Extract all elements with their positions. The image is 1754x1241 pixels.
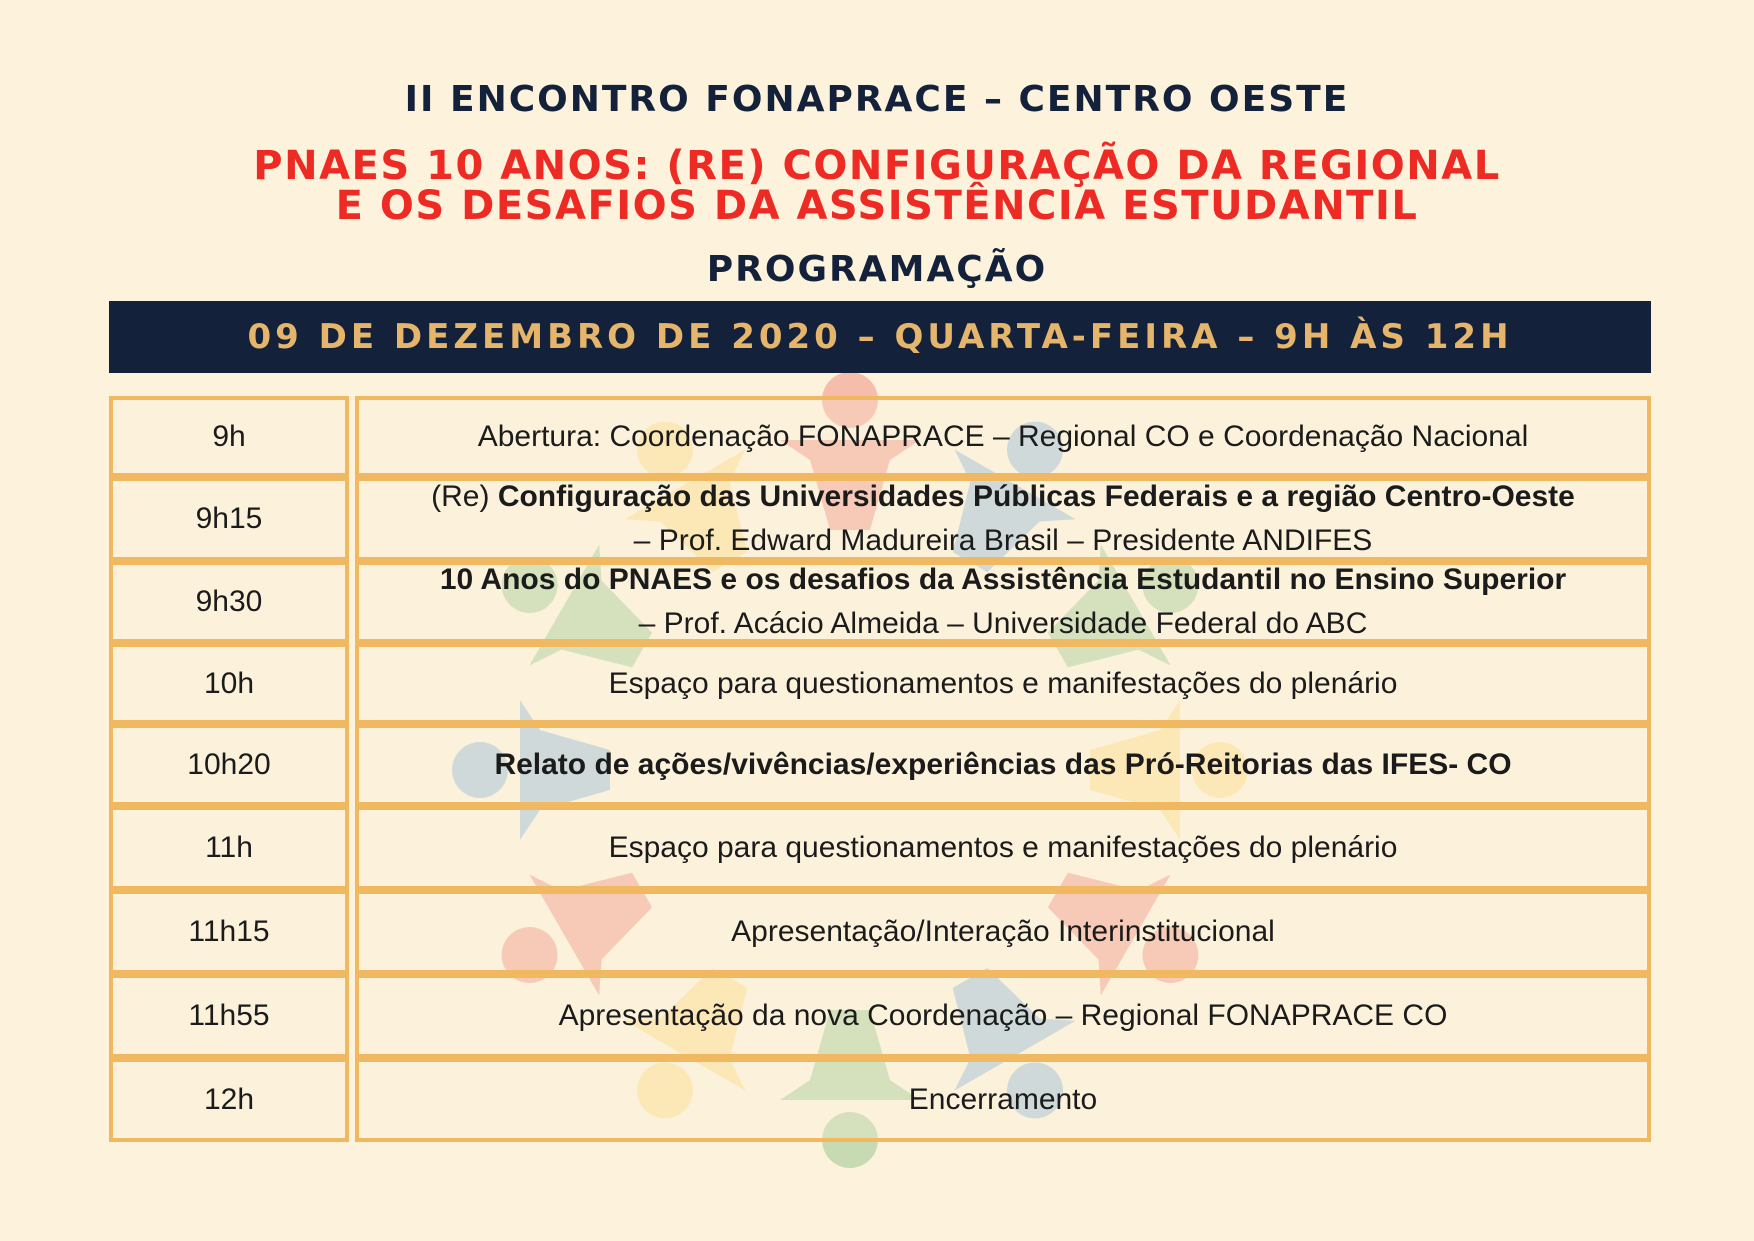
- table-row: [109, 1058, 1651, 1142]
- table-row: [109, 806, 1651, 890]
- subtitle-line-1: PNAES 10 ANOS: (RE) CONFIGURAÇÃO DA REGIONAL: [253, 143, 1501, 189]
- activity-title-bold: Configuração das Universidades Públicas Federais e a região Centro-Oeste: [497, 480, 1575, 513]
- activity-title: Apresentação da nova Coordenação – Regional FONAPRACE CO: [558, 999, 1448, 1032]
- time-cell: 12h: [109, 1058, 349, 1142]
- time-cell: 11h55: [109, 974, 349, 1058]
- table-row: [109, 724, 1651, 806]
- time-cell: 10h: [109, 643, 349, 724]
- description-cell: [355, 890, 1651, 974]
- activity-title-bold: Relato de ações/vivências/experiências das Pró-Reitorias das IFES- CO: [494, 748, 1512, 781]
- activity-title: [431, 475, 1575, 519]
- time-cell: 10h20: [109, 724, 349, 806]
- description-cell: [355, 974, 1651, 1058]
- activity-title: Espaço para questionamentos e manifestações do plenário: [608, 666, 1398, 700]
- description-cell: [355, 477, 1651, 561]
- date-banner: 09 DE DEZEMBRO DE 2020 – QUARTA-FEIRA – 9H ÀS 12H: [109, 301, 1651, 373]
- time-cell: 9h: [109, 396, 349, 477]
- description-cell: [355, 561, 1651, 643]
- table-row: [109, 890, 1651, 974]
- activity-title: Apresentação/Interação Interinstitucional: [731, 915, 1275, 948]
- program-label: PROGRAMAÇÃO: [706, 249, 1048, 290]
- time-cell: 9h15: [109, 477, 349, 561]
- table-row: [109, 477, 1651, 561]
- activity-title-bold: 10 Anos do PNAES e os desafios da Assistência Estudantil no Ensino Superior: [439, 563, 1567, 596]
- activity-title: Espaço para questionamentos e manifestações do plenário: [608, 831, 1398, 864]
- speaker-line: – Prof. Edward Madureira Brasil – Presidente ANDIFES: [633, 524, 1373, 557]
- activity-title-prefix: (Re): [431, 480, 498, 513]
- description-cell: [355, 396, 1651, 477]
- table-row: [109, 643, 1651, 724]
- table-row: [109, 561, 1651, 643]
- table-row: [109, 974, 1651, 1058]
- time-cell: 11h15: [109, 890, 349, 974]
- event-subtitle: [0, 143, 1754, 229]
- speaker-line: – Prof. Acácio Almeida – Universidade Federal do ABC: [638, 607, 1368, 640]
- time-cell: 9h30: [109, 561, 349, 643]
- description-cell: [355, 643, 1651, 724]
- description-cell: [355, 806, 1651, 890]
- time-cell: 11h: [109, 806, 349, 890]
- activity-title: Abertura: Coordenação FONAPRACE – Regional CO e Coordenação Nacional: [477, 419, 1529, 453]
- event-title: II ENCONTRO FONAPRACE – CENTRO OESTE: [404, 79, 1350, 120]
- activity-title: Encerramento: [908, 1083, 1098, 1116]
- description-cell: [355, 724, 1651, 806]
- table-row: [109, 396, 1651, 477]
- subtitle-line-2: E OS DESAFIOS DA ASSISTÊNCIA ESTUDANTIL: [335, 183, 1419, 229]
- description-cell: [355, 1058, 1651, 1142]
